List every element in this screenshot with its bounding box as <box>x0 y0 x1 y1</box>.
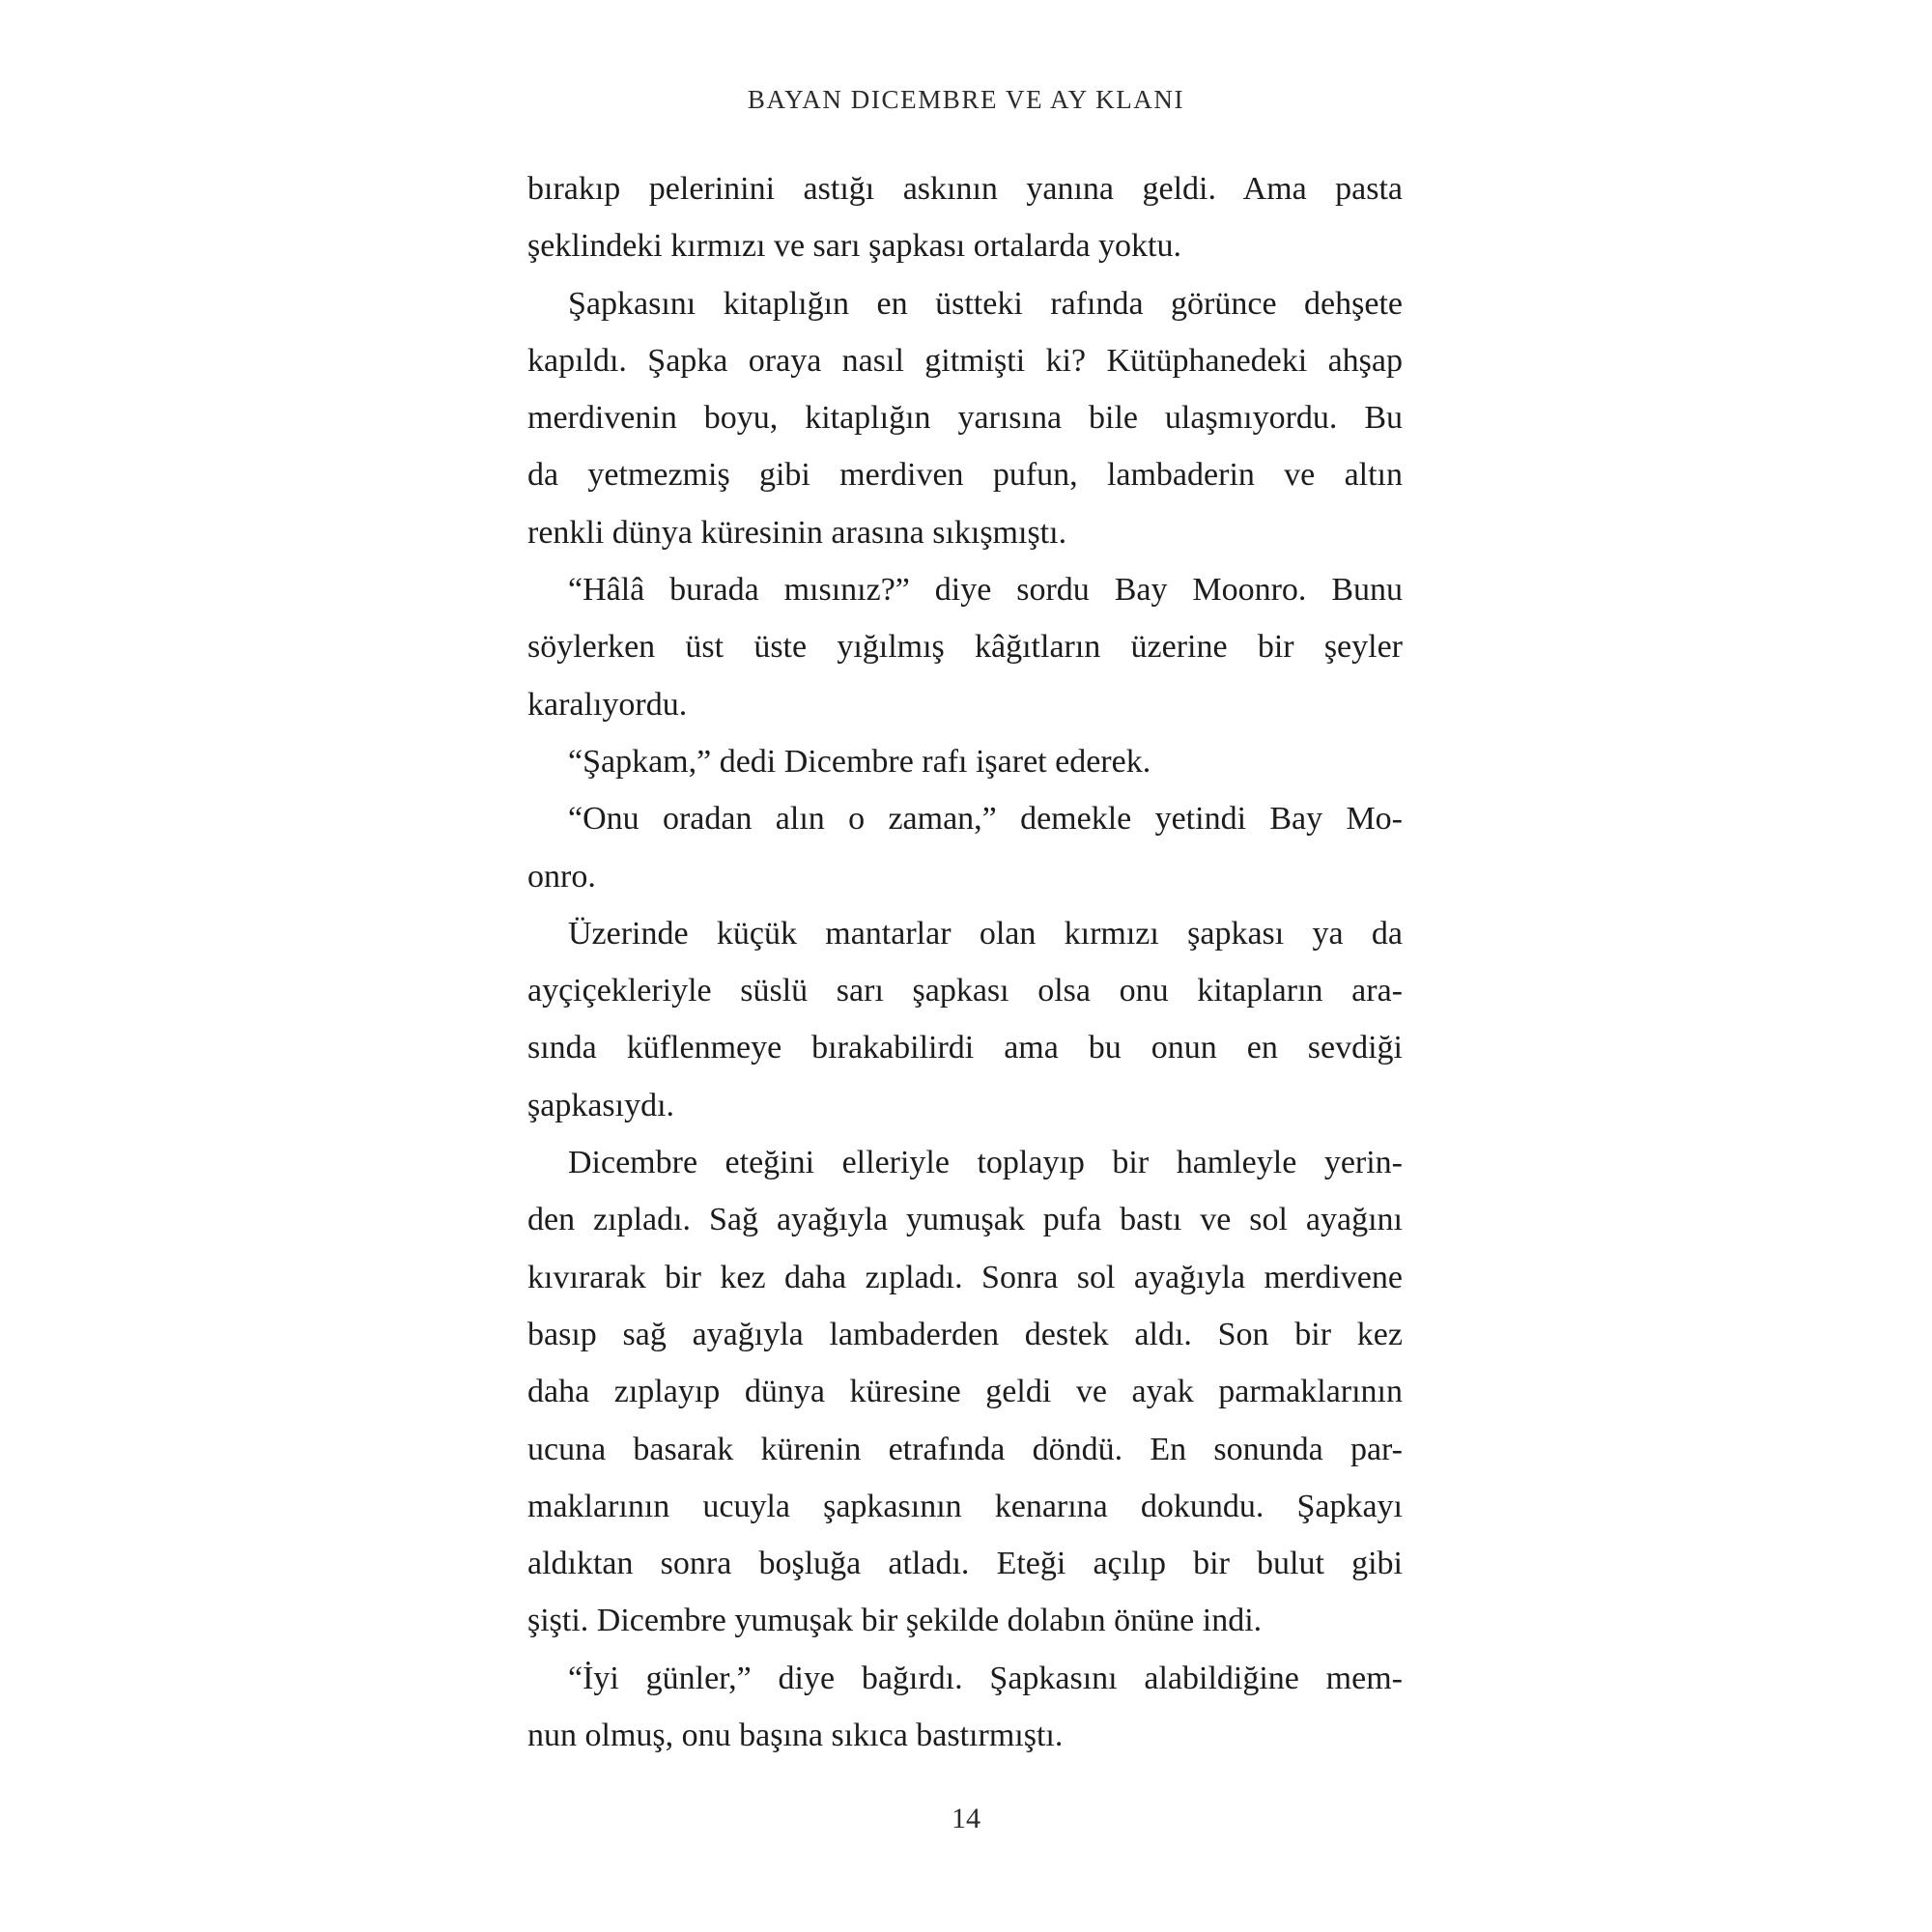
text-line: Dicembre eteğini elleriyle toplayıp bir hamleyle yerin- <box>568 1145 1403 1181</box>
text-line: karalıyordu. <box>527 686 688 723</box>
text-line: onro. <box>527 858 596 895</box>
text-line: basıp sağ ayağıyla lambaderden destek aldı. Son bir kez <box>527 1316 1403 1352</box>
text-line: Üzerinde küçük mantarlar olan kırmızı şapkası ya da <box>568 915 1403 952</box>
text-line: daha zıplayıp dünya küresine geldi ve ayak parmaklarının <box>527 1374 1403 1410</box>
page-body <box>527 160 1403 1764</box>
text-line: Şapkasını kitaplığın en üstteki rafında görünce dehşete <box>568 285 1403 322</box>
text-line: “Onu oradan alın o zaman,” demekle yetindi Bay Mo- <box>568 801 1403 838</box>
text-line: söylerken üst üste yığılmış kâğıtların üzerine bir şeyler <box>527 629 1403 666</box>
text-line: nun olmuş, onu başına sıkıca bastırmıştı. <box>527 1718 1064 1754</box>
text-line: “İyi günler,” diye bağırdı. Şapkasını alabildiğine mem- <box>568 1660 1403 1696</box>
text-line: “Hâlâ burada mısınız?” diye sordu Bay Moonro. Bunu <box>568 572 1403 609</box>
text-line: ucuna basarak kürenin etrafında döndü. En sonunda par- <box>527 1431 1403 1467</box>
text-line: şeklindeki kırmızı ve sarı şapkası ortalarda yoktu. <box>527 228 1181 265</box>
text-line: aldıktan sonra boşluğa atladı. Eteği açılıp bir bulut gibi <box>527 1546 1403 1582</box>
text-line: kapıldı. Şapka oraya nasıl gitmişti ki? Kütüphanedeki ahşap <box>527 342 1403 379</box>
text-line: den zıpladı. Sağ ayağıyla yumuşak pufa bastı ve sol ayağını <box>527 1202 1403 1238</box>
running-header: BAYAN DICEMBRE VE AY KLANI <box>747 85 1185 114</box>
text-line: bırakıp pelerinini astığı askının yanına geldi. Ama pasta <box>527 171 1403 207</box>
page-number: 14 <box>952 1803 980 1834</box>
text-line: sında küflenmeye bırakabilirdi ama bu onun en sevdiği <box>527 1030 1403 1066</box>
text-line: da yetmezmiş gibi merdiven pufun, lambaderin ve altın <box>527 457 1403 494</box>
text-line: kıvırarak bir kez daha zıpladı. Sonra sol ayağıyla merdivene <box>527 1259 1403 1295</box>
text-line: şişti. Dicembre yumuşak bir şekilde dolabın önüne indi. <box>527 1603 1263 1639</box>
text-line: “Şapkam,” dedi Dicembre rafı işaret ederek. <box>568 743 1151 780</box>
text-line: renkli dünya küresinin arasına sıkışmıştı. <box>527 514 1067 551</box>
text-line: maklarının ucuyla şapkasının kenarına dokundu. Şapkayı <box>527 1488 1403 1524</box>
text-line: şapkasıydı. <box>527 1087 675 1123</box>
text-line: ayçiçekleriyle süslü sarı şapkası olsa onu kitapların ara- <box>527 973 1403 1009</box>
text-line: merdivenin boyu, kitaplığın yarısına bile ulaşmıyordu. Bu <box>527 400 1403 437</box>
